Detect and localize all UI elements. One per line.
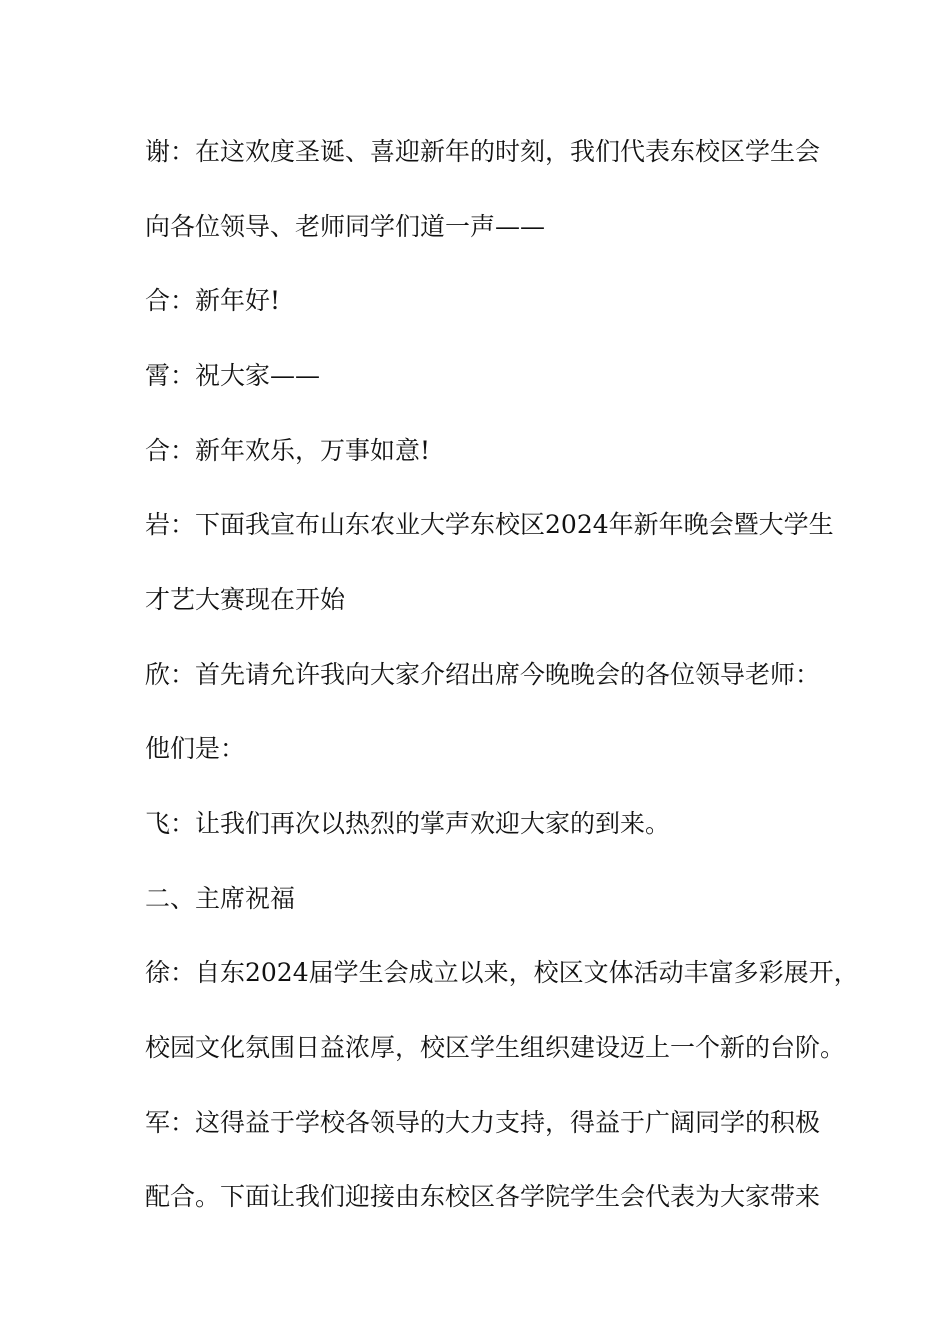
text-line: 向各位领导、老师同学们道一声—— xyxy=(145,212,546,241)
text-line: 才艺大赛现在开始 xyxy=(145,585,346,614)
section-heading: 二、主席祝福 xyxy=(145,884,296,913)
text-line: 岩：下面我宣布山东农业大学东校区2024年新年晚会暨大学生 xyxy=(145,510,834,539)
text-line: 他们是： xyxy=(145,734,246,763)
text-line: 配合。下面让我们迎接由东校区各学院学生会代表为大家带来 xyxy=(145,1182,821,1211)
text-line: 合：新年好! xyxy=(145,286,281,315)
text-line: 欣：首先请允许我向大家介绍出席今晚晚会的各位领导老师： xyxy=(145,660,821,689)
text-line: 校园文化氛围日益浓厚，校区学生组织建设迈上一个新的台阶。 xyxy=(145,1033,846,1062)
text-line: 徐：自东2024届学生会成立以来，校区文体活动丰富多彩展开， xyxy=(145,958,859,987)
text-line: 飞：让我们再次以热烈的掌声欢迎大家的到来。 xyxy=(145,809,671,838)
text-line: 合：新年欢乐，万事如意! xyxy=(145,436,431,465)
text-line: 谢：在这欢度圣诞、喜迎新年的时刻，我们代表东校区学生会 xyxy=(145,137,821,166)
text-line: 军：这得益于学校各领导的大力支持，得益于广阔同学的积极 xyxy=(145,1108,821,1137)
text-line: 霄：祝大家—— xyxy=(145,361,321,390)
